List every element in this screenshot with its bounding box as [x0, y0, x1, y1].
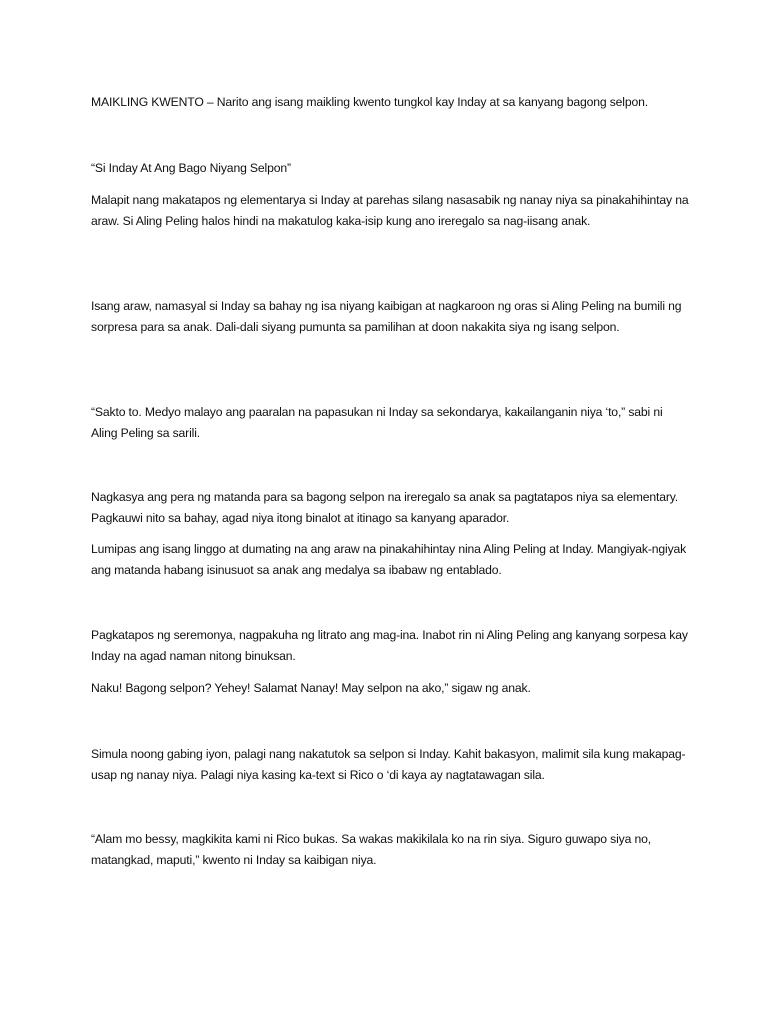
paragraph: Naku! Bagong selpon? Yehey! Salamat Nanay! May selpon na ako,” sigaw ng anak.: [91, 681, 531, 695]
paragraph: Nagkasya ang pera ng matanda para sa bagong selpon na ireregalo sa anak sa pagtatapos niya sa elementary. Pagkauwi nito sa bahay, agad niya itong binalot at itinago sa kanyang aparador.: [91, 490, 679, 525]
paragraph: Isang araw, namasyal si Inday sa bahay ng isa niyang kaibigan at nagkaroon ng oras si Aling Peling na bumili ng sorpresa para sa anak. Dali-dali siyang pumunta sa pamilihan at doon nakakita siya ng isang selpon.: [91, 299, 682, 334]
paragraph: “Alam mo bessy, magkikita kami ni Rico bukas. Sa wakas makikilala ko na rin siya. Siguro guwapo siya no, matangkad, maputi,” kwento ni Inday sa kaibigan niya.: [91, 832, 651, 867]
paragraph: Simula noong gabing iyon, palagi nang nakatutok sa selpon si Inday. Kahit bakasyon, malimit sila kung makapag-usap ng nanay niya. Palagi niya kasing ka-text si Rico o ‘di kaya ay nagtatawagan sila.: [91, 747, 686, 782]
paragraph: Lumipas ang isang linggo at dumating na ang araw na pinakahihintay nina Aling Peling at Inday. Mangiyak-ngiyak ang matanda habang isinusuot sa anak ang medalya sa ibabaw ng entablado.: [91, 542, 687, 577]
intro-paragraph: MAIKLING KWENTO – Narito ang isang maikling kwento tungkol kay Inday at sa kanyang bagong selpon.: [91, 95, 648, 109]
paragraph: “Sakto to. Medyo malayo ang paaralan na papasukan ni Inday sa sekondarya, kakailanganin niya ‘to,” sabi ni Aling Peling sa sarili.: [91, 405, 663, 440]
story-title: “Si Inday At Ang Bago Niyang Selpon”: [91, 161, 291, 175]
paragraph: Pagkatapos ng seremonya, nagpakuha ng litrato ang mag-ina. Inabot rin ni Aling Peling ang kanyang sorpesa kay Inday na agad naman nitong binuksan.: [91, 628, 688, 663]
paragraph: Malapit nang makatapos ng elementarya si Inday at parehas silang nasasabik ng nanay niya sa pinakahihintay na araw. Si Aling Peling halos hindi na makatulog kaka-isip kung ano ireregalo sa nag-iisang anak.: [91, 193, 689, 228]
